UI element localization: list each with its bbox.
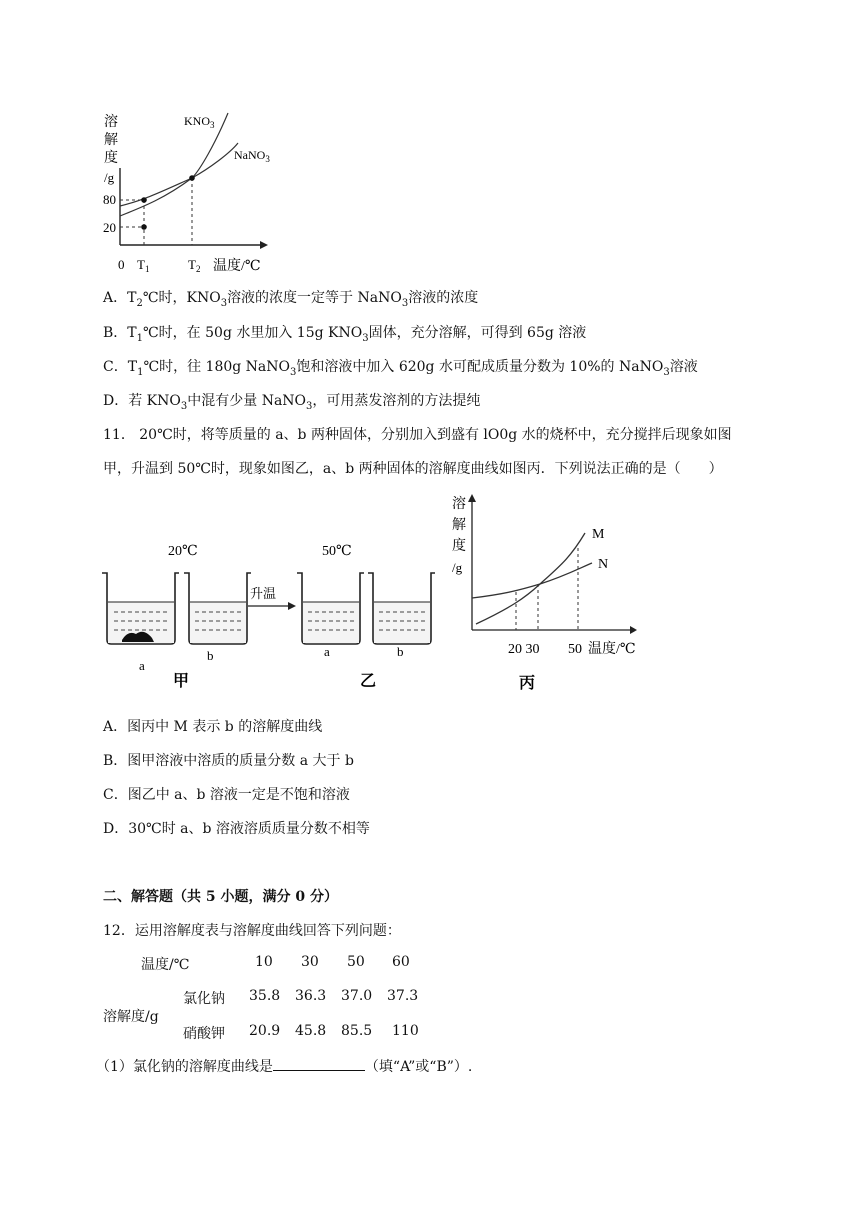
- beaker-jia-b-label: b: [207, 648, 214, 663]
- table-cell-2-4: 110: [392, 1023, 419, 1039]
- beaker-yi-a-label: a: [324, 644, 330, 659]
- kno3-label: $KNO_3$: [184, 114, 215, 130]
- q10-option-c: C．$T_1℃$时，往 180g NaNO$_3$饱和溶液中加入 620g 水可配成质量分数为 10%的 NaNO$_3$溶液: [103, 359, 698, 378]
- y-tick-80: 80: [103, 192, 116, 207]
- curve-n-label: N: [598, 557, 609, 572]
- bing-x-ticks: 20 30: [508, 642, 540, 657]
- figure-bing-label: 丙: [519, 675, 536, 692]
- beaker-yi-b-label: b: [397, 644, 404, 659]
- bing-y-label-1: 溶: [452, 497, 466, 512]
- solubility-figure-1: [100, 108, 280, 273]
- x-axis-label: 温度/℃: [213, 259, 261, 273]
- curve-m-label: M: [592, 527, 605, 542]
- x-tick-t2: $T_2$: [188, 257, 201, 273]
- q10-option-b: B．$T_1℃$时，在 50g 水里加入 15g $KNO_3$固体，充分溶解，可得到 65g 溶液: [103, 325, 587, 344]
- point-t2-intersection: [189, 175, 195, 181]
- nano3-curve: [120, 143, 238, 206]
- x-origin: 0: [118, 257, 125, 272]
- q11-option-d: D．30℃时 a、b 溶液溶质质量分数不相等: [103, 821, 370, 837]
- temp-20-label: 20℃: [168, 544, 198, 559]
- q10-option-d: D．若 $KNO_3$中混有少量 NaNO$_3$，可用蒸发溶剂的方法提纯: [103, 393, 481, 412]
- bing-y-label-2: 解: [452, 518, 466, 533]
- bing-y-label-4: /g: [452, 560, 463, 575]
- table-temp-50: 50: [347, 954, 365, 970]
- temp-50-label: 50℃: [322, 544, 352, 559]
- beaker-jia-b: [184, 573, 251, 644]
- y-tick-20: 20: [103, 220, 116, 235]
- section-2-heading: 二、解答题（共 5 小题，满分 0 分）: [103, 889, 338, 905]
- table-cell-2-1: 20.9: [249, 1023, 281, 1039]
- table-cell-1-3: 37.0: [341, 988, 373, 1004]
- y-label-2: 解: [104, 133, 118, 148]
- nano3-label: NaNO$_3$: [234, 148, 270, 164]
- table-cell-2-2: 45.8: [295, 1023, 327, 1039]
- bing-x-50: 50: [568, 642, 582, 657]
- table-temp-60: 60: [392, 954, 410, 970]
- table-cell-1-4: 37.3: [387, 988, 419, 1004]
- q11-stem-line-2: 甲，升温到 50℃时，现象如图乙，a、b 两种固体的溶解度曲线如图丙．下列说法正确的是（ ）: [103, 461, 723, 477]
- chart-bing: [452, 494, 637, 692]
- table-cell-1-2: 36.3: [295, 988, 327, 1004]
- table-cell-2-3: 85.5: [341, 1023, 373, 1039]
- table-row-group-label: 溶解度/g: [103, 1009, 159, 1025]
- point-t1-80: [141, 197, 147, 203]
- table-cell-1-1: 35.8: [249, 988, 281, 1004]
- beaker-yi-a: [297, 573, 364, 644]
- beaker-yi-b: [368, 573, 435, 644]
- table-row-name-2: 硝酸钾: [183, 1026, 225, 1042]
- table-row-name-1: 氯化钠: [183, 991, 225, 1007]
- bing-x-label: 温度/℃: [588, 642, 636, 657]
- curve-m: [476, 533, 585, 624]
- q11-option-b: B．图甲溶液中溶质的质量分数 a 大于 b: [103, 753, 354, 769]
- beaker-jia-a-label: a: [139, 658, 145, 673]
- q11-option-a: A．图丙中 M 表示 b 的溶解度曲线: [103, 719, 323, 735]
- x-tick-t1: $T_1$: [137, 257, 150, 273]
- y-label-3: 度: [104, 151, 118, 166]
- q12-subquestion-1: （1）氯化钠的溶解度曲线是 （填“A”或“B”）.: [96, 1056, 472, 1077]
- table-temp-10: 10: [255, 954, 273, 970]
- q11-stem-line-1: 11． 20℃时，将等质量的 a、b 两种固体，分别加入到盛有 lO0g 水的烧杯中，充分搅拌后现象如图: [103, 427, 732, 443]
- figure-yi-label: 乙: [360, 673, 377, 690]
- y-label-1: 溶: [104, 115, 118, 130]
- heat-arrow-head: [288, 602, 296, 610]
- x-axis-arrow: [260, 241, 268, 249]
- table-temp-30: 30: [301, 954, 319, 970]
- curve-n: [472, 563, 592, 598]
- figure-jia-label: 甲: [173, 673, 190, 690]
- point-t1-20: [141, 224, 147, 230]
- table-header-label: 温度/℃: [141, 957, 190, 973]
- y-label-4: /g: [104, 170, 115, 185]
- q10-option-a: A．$T_2℃$时，$KNO_3$溶液的浓度一定等于 NaNO$_3$溶液的浓度: [103, 290, 479, 309]
- q12-stem: 12．运用溶解度表与溶解度曲线回答下列问题：: [103, 923, 401, 939]
- q11-option-c: C．图乙中 a、b 溶液一定是不饱和溶液: [103, 787, 350, 803]
- bing-y-label-3: 度: [452, 539, 466, 554]
- beaker-jia-a: [102, 573, 179, 644]
- answer-blank[interactable]: [273, 1056, 365, 1071]
- beaker-solubility-figure: [100, 488, 645, 706]
- arrow-label: 升温: [250, 586, 277, 601]
